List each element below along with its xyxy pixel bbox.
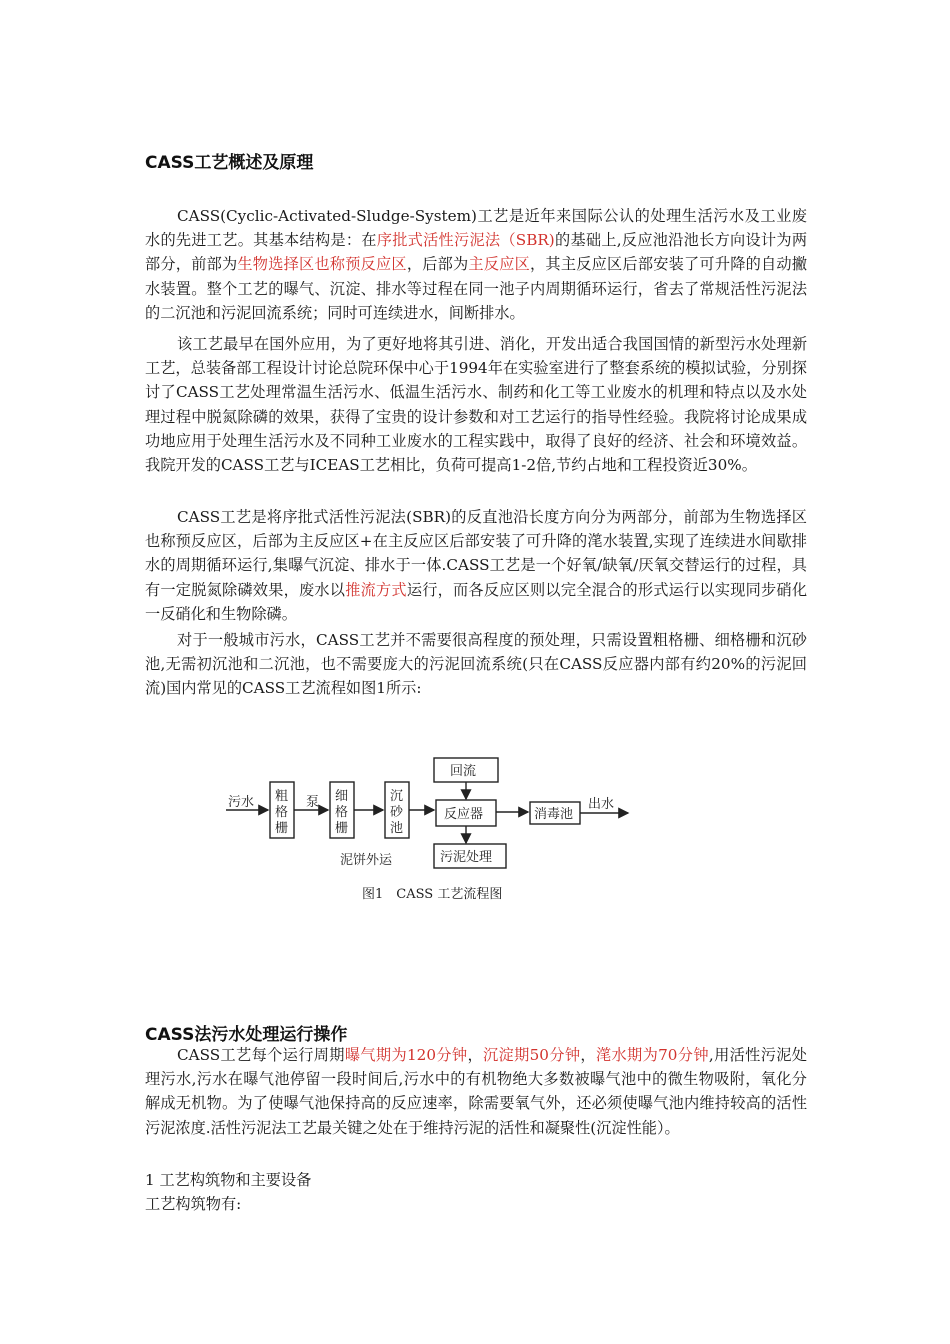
highlighted-text: 曝气期为120分钟	[344, 1046, 468, 1064]
pump-label: 泵	[306, 795, 320, 810]
coarse-screen-label-3: 栅	[275, 821, 289, 836]
text-run: CASS(Cyclic-Activated-Sludge-System)工艺是近年来国际公认的处理生活污水及工业废水的先进工艺。其基本结构是：在	[145, 207, 807, 250]
text-run: CASS工艺每个运行周期	[177, 1046, 345, 1064]
paragraph	[145, 628, 807, 701]
text-run: ，其主反应区后部安装了可升降的自动撇水装置。整个工艺的曝气、沉淀、排水等过程在同一池子内周期循环运行，省去了常规活性污泥法的二沉池和污泥回流系统；同时可连续进水，间断排水。	[145, 255, 808, 322]
highlighted-text: 生物选择区也称预反应区	[237, 255, 407, 274]
paragraph	[145, 505, 807, 626]
list-item: 1 工艺构筑物和主要设备	[145, 1171, 312, 1189]
text-run: CASS工艺是将序批式活性污泥法(SBR)的反直池沿长度方向分为两部分，前部为生物选择区也称预反应区，后部为主反应区+在主反应区后部安装了可升降的滗水装置,实现了连续进水间歇排水的周期循环运行,集曝气沉淀、排水于一体.CASS工艺是一个好氧/缺氧/厌氧交替运行的过程，具有一定脱氮除磷效果，废水以	[145, 508, 807, 599]
highlighted-text: 序批式活性污泥法（SBR)	[376, 231, 555, 250]
fine-screen-label-2: 格	[335, 805, 349, 820]
coarse-screen-label-1: 粗	[275, 789, 289, 804]
highlighted-text: 沉淀期50分钟	[483, 1046, 581, 1064]
highlighted-text: 推流方式	[345, 580, 407, 599]
section-title-overview: CASS工艺概述及原理	[145, 153, 314, 173]
sludge-cake-label: 泥饼外运	[340, 853, 393, 868]
coarse-screen-label-2: 格	[275, 805, 289, 820]
figure-caption: 图1 CASS 工艺流程图	[362, 887, 503, 902]
grit-label-3: 池	[390, 821, 404, 836]
text-run: 的基础上,反应池沿池长方向设计为两部分，前部为	[145, 231, 808, 274]
highlighted-text: 主反应区	[468, 255, 531, 274]
paragraph	[145, 332, 807, 477]
process-flow-diagram	[222, 752, 642, 912]
text-run: 该工艺最早在国外应用，为了更好地将其引进、消化，开发出适合我国国情的新型污水处理新工艺，总装备部工程设计讨论总院环保中心于1994年在实验室进行了整套系统的模拟试验，分别探讨了CASS工艺处理常温生活污水、低温生活污水、制药和化工等工业废水的机理和特点以及水处理过程中脱氮除磷的效果，获得了宝贵的设计参数和对工艺运行的指导性经验。我院将讨论成果成功地应用于处理生活污水及不同种工业废水的工程实践中，取得了良好的经济、社会和环境效益。我院开发的CASS工艺与ICEAS工艺相比，负荷可提高1-2倍,节约占地和工程投资近30%。	[145, 335, 807, 475]
paragraph	[145, 204, 807, 325]
grit-label-2: 砂	[390, 805, 404, 820]
text-run: ,用活性污泥处理污水,污水在曝气池停留一段时间后,污水中的有机物绝大多数被曝气池中的微生物吸附，氧化分解成无机物。为了使曝气池保持高的反应速率，除需要氧气外，还必须使曝气池内维持较高的活性污泥浓度.活性污泥法工艺最关键之处在于维持污泥的活性和凝聚性(沉淀性能）。	[145, 1046, 807, 1137]
return-flow-label: 回流	[450, 764, 477, 779]
grit-label-1: 沉	[390, 789, 404, 804]
highlighted-text: 滗水期为70分钟	[595, 1046, 709, 1064]
text-run: ，后部为	[406, 255, 469, 274]
inlet-label: 污水	[228, 795, 255, 810]
fine-screen-label-3: 栅	[335, 821, 349, 836]
section-title-operation: CASS法污水处理运行操作	[145, 1025, 348, 1045]
paragraph	[145, 1043, 807, 1140]
disinfection-label: 消毒池	[534, 807, 574, 822]
fine-screen-label-1: 细	[335, 789, 349, 804]
text-run: 运行，而各反应区则以完全混合的形式运行以实现同步硝化一反硝化和生物除磷。	[145, 580, 808, 623]
outlet-label: 出水	[588, 797, 615, 812]
text-run: ，	[467, 1046, 483, 1064]
sludge-treatment-label: 污泥处理	[440, 850, 493, 865]
text-run: ，	[580, 1046, 596, 1064]
list-item: 工艺构筑物有:	[145, 1195, 242, 1213]
reactor-label: 反应器	[444, 807, 484, 822]
text-run: 对于一般城市污水，CASS工艺并不需要很高程度的预处理，只需设置粗格栅、细格栅和沉砂池,无需初沉池和二沉池，也不需要庞大的污泥回流系统(只在CASS反应器内部有约20%的污泥回流)国内常见的CASS工艺流程如图1所示:	[145, 631, 807, 698]
